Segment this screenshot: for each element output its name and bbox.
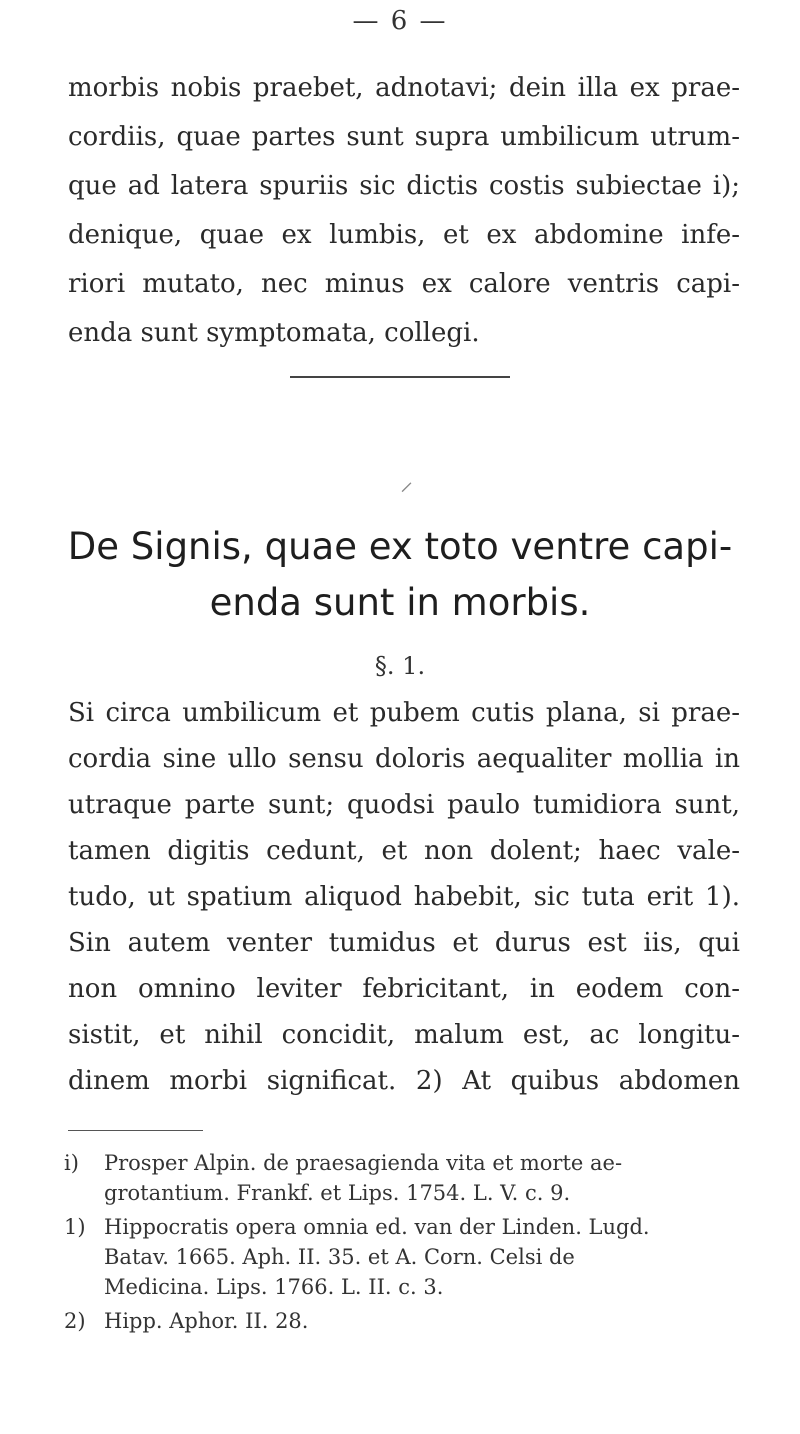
text-line: utraque parte sunt; quodsi paulo tumidiora sunt, [68, 790, 740, 820]
intro-paragraph [68, 64, 740, 358]
footnote-line: Medicina. Lips. 1766. L. II. c. 3. [104, 1275, 444, 1299]
paragraph-number: §. 1. [374, 652, 426, 680]
text-line: enda sunt symptomata, collegi. [68, 318, 480, 348]
text-line: denique, quae ex lumbis, et ex abdomine infe- [68, 220, 740, 250]
footnotes [64, 1148, 744, 1340]
footnote-line: Hippocratis opera omnia ed. van der Linden. Lugd. [104, 1215, 650, 1239]
footnote-line: Hipp. Aphor. II. 28. [104, 1309, 309, 1333]
text-line: tamen digitis cedunt, et non dolent; haec vale- [68, 836, 740, 866]
text-line: dinem morbi significat. 2) At quibus abdomen [68, 1066, 740, 1096]
text-line: non omnino leviter febricitant, in eodem con- [68, 974, 740, 1004]
footnote-divider [68, 1130, 203, 1131]
footnote-mark: i) [64, 1151, 79, 1175]
text-line: que ad latera spuriis sic dictis costis subiectae i); [68, 171, 740, 201]
footnote-line: Prosper Alpin. de praesagienda vita et morte ae- [104, 1151, 623, 1175]
section-title-line-1: De Signis, quae ex toto ventre capi- [67, 525, 733, 568]
footnote [64, 1212, 744, 1302]
text-line: morbis nobis praebet, adnotavi; dein illa ex prae- [68, 73, 740, 103]
footnote-mark: 1) [64, 1215, 86, 1239]
body-paragraph [68, 690, 740, 1104]
section-title-line-2: enda sunt in morbis. [209, 581, 591, 624]
ornament-mark: ⸝ [400, 467, 414, 497]
footnote [64, 1148, 744, 1208]
footnote [64, 1306, 744, 1336]
text-line: sistit, et nihil concidit, malum est, ac longitu- [68, 1020, 740, 1050]
footnote-line: grotantium. Frankf. et Lips. 1754. L. V. c. 9. [104, 1181, 571, 1205]
footnote-line: Batav. 1665. Aph. II. 35. et A. Corn. Celsi de [104, 1245, 575, 1269]
text-line: riori mutato, nec minus ex calore ventris capi- [68, 269, 740, 299]
section-divider [290, 376, 510, 378]
text-line: tudo, ut spatium aliquod habebit, sic tuta erit 1). [68, 882, 740, 912]
text-line: cordia sine ullo sensu doloris aequaliter mollia in [68, 744, 740, 774]
text-line: Si circa umbilicum et pubem cutis plana, si prae- [68, 698, 740, 728]
footnote-mark: 2) [64, 1309, 86, 1333]
page-number: — 6 — [352, 6, 448, 36]
text-line: cordiis, quae partes sunt supra umbilicum utrum- [68, 122, 740, 152]
text-line: Sin autem venter tumidus et durus est iis, qui [68, 928, 740, 958]
